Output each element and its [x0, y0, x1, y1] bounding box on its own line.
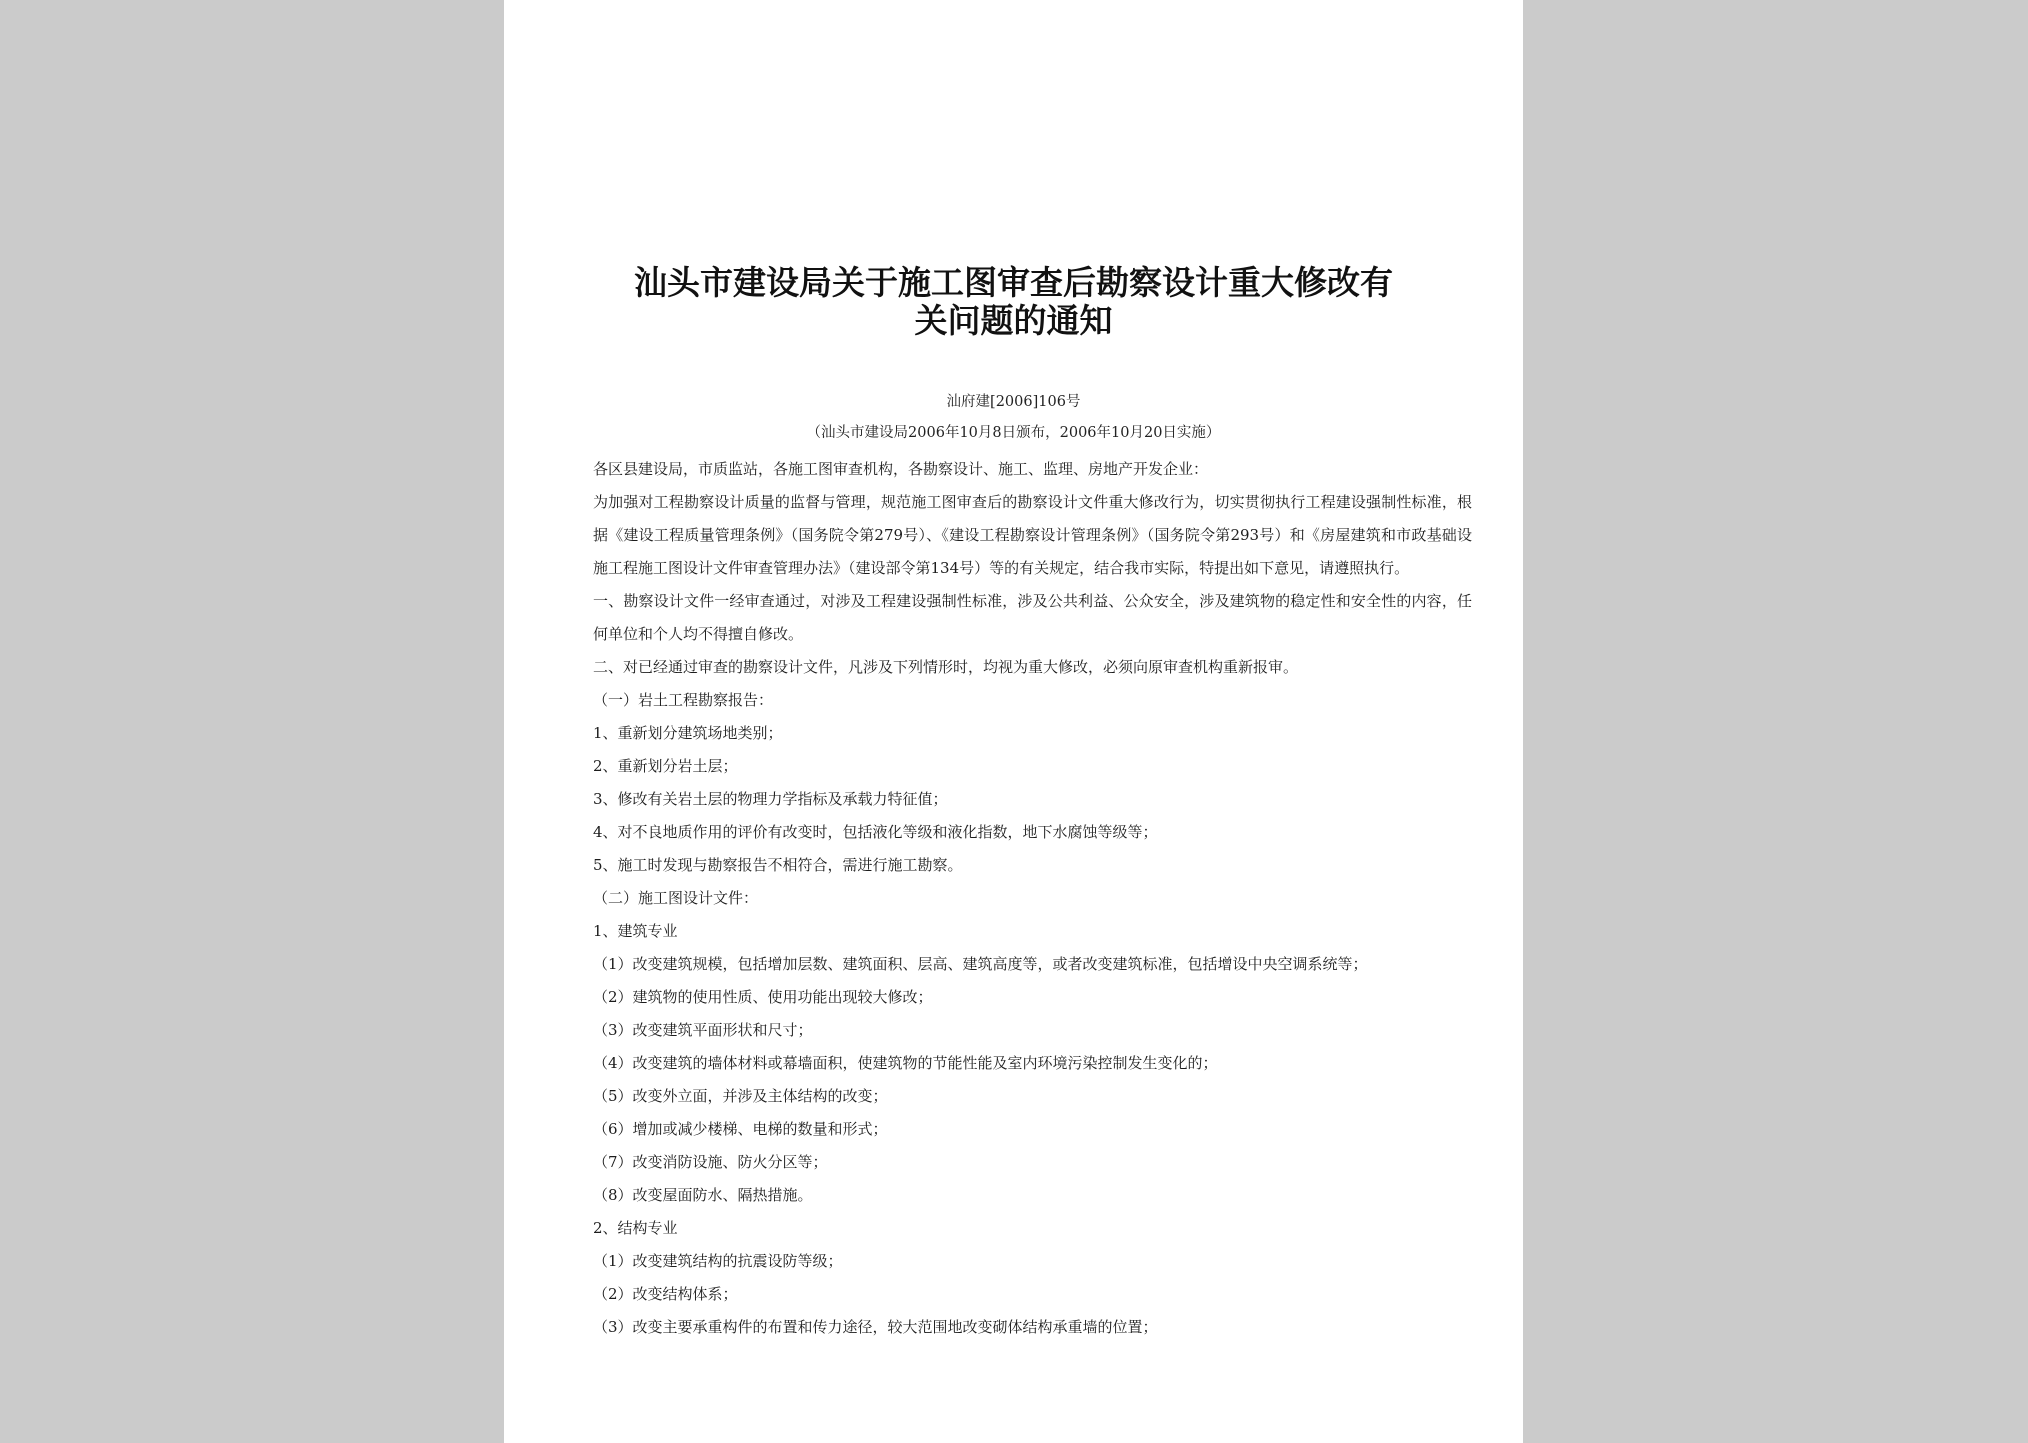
list-item: （2）改变结构体系；	[593, 1285, 738, 1303]
document-body	[562, 453, 1472, 1344]
list-item: （3）改变主要承重构件的布置和传力途径，较大范围地改变砌体结构承重墙的位置；	[593, 1318, 1158, 1336]
subsection-heading: 2、结构专业	[593, 1219, 678, 1237]
list-item: （3）改变建筑平面形状和尺寸；	[593, 1021, 813, 1039]
list-item: （2）建筑物的使用性质、使用功能出现较大修改；	[593, 988, 933, 1006]
paragraph-addressee: 各区县建设局，市质监站，各施工图审查机构，各勘察设计、施工、监理、房地产开发企业：	[593, 460, 1209, 478]
document-number: 汕府建[2006]106号	[946, 394, 1081, 410]
issue-info: （汕头市建设局2006年10月8日颁布，2006年10月20日实施）	[806, 425, 1221, 441]
list-item: 1、重新划分建筑场地类别；	[593, 724, 783, 742]
paragraph-clause-1: 一、勘察设计文件一经审查通过，对涉及工程建设强制性标准，涉及公共利益、公众安全，涉及建筑物的稳定性和安全性的内容，任何单位和个人均不得擅自修改。	[593, 592, 1472, 643]
list-item: （1）改变建筑规模，包括增加层数、建筑面积、层高、建筑高度等，或者改变建筑标准，包括增设中央空调系统等；	[593, 955, 1368, 973]
document-title-line-1: 汕头市建设局关于施工图审查后勘察设计重大修改有	[634, 263, 1393, 302]
list-item: （8）改变屋面防水、隔热措施。	[593, 1186, 813, 1204]
list-item: （4）改变建筑的墙体材料或幕墙面积，使建筑物的节能性能及室内环境污染控制发生变化的；	[593, 1054, 1218, 1072]
paragraph-preamble: 为加强对工程勘察设计质量的监督与管理，规范施工图审查后的勘察设计文件重大修改行为，切实贯彻执行工程建设强制性标准，根据《建设工程质量管理条例》（国务院令第279号）、《建设工程勘察设计管理条例》（国务院令第293号）和《房屋建筑和市政基础设施工程施工图设计文件审查管理办法》（建设部令第134号）等的有关规定，结合我市实际，特提出如下意见，请遵照执行。	[593, 493, 1472, 577]
section-heading: （一）岩土工程勘察报告：	[593, 691, 774, 709]
document-title-line-2: 关问题的通知	[914, 301, 1113, 340]
list-item: （1）改变建筑结构的抗震设防等级；	[593, 1252, 843, 1270]
list-item: 5、施工时发现与勘察报告不相符合，需进行施工勘察。	[593, 856, 963, 874]
list-item: 3、修改有关岩土层的物理力学指标及承载力特征值；	[593, 790, 948, 808]
list-item: 2、重新划分岩土层；	[593, 757, 738, 775]
list-item: 4、对不良地质作用的评价有改变时，包括液化等级和液化指数，地下水腐蚀等级等；	[593, 823, 1158, 841]
paragraph-clause-2: 二、对已经通过审查的勘察设计文件，凡涉及下列情形时，均视为重大修改，必须向原审查机构重新报审。	[593, 658, 1299, 676]
document-page	[504, 0, 1523, 1443]
list-item: （5）改变外立面，并涉及主体结构的改变；	[593, 1087, 888, 1105]
subsection-heading: 1、建筑专业	[593, 922, 678, 940]
list-item: （7）改变消防设施、防火分区等；	[593, 1153, 828, 1171]
list-item: （6）增加或减少楼梯、电梯的数量和形式；	[593, 1120, 888, 1138]
section-heading: （二）施工图设计文件：	[593, 889, 759, 907]
